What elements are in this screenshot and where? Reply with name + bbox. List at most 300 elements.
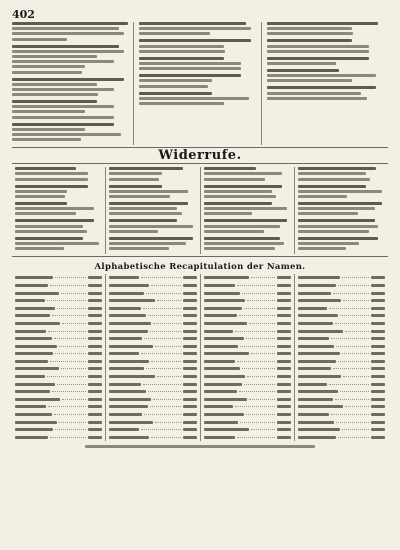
index-row [298, 373, 385, 381]
index-row [298, 380, 385, 388]
revocation-column [12, 167, 105, 254]
index-row [109, 297, 196, 305]
leader-dots [342, 277, 369, 278]
index-row [109, 350, 196, 358]
text-line [12, 116, 114, 119]
index-row [109, 396, 196, 404]
index-row [298, 418, 385, 426]
index-row [15, 380, 102, 388]
index-name [109, 330, 147, 333]
index-number [183, 322, 197, 325]
index-row [109, 418, 196, 426]
index-number [183, 360, 197, 363]
index-row [15, 350, 102, 358]
index-number [183, 390, 197, 393]
text-line [204, 195, 276, 198]
index-row [298, 320, 385, 328]
text-line [204, 219, 288, 222]
index-number [88, 284, 102, 287]
notice-entry [204, 219, 291, 232]
index-number [183, 398, 197, 401]
index-number [371, 367, 385, 370]
index-number [277, 337, 291, 340]
index-name [109, 436, 149, 439]
text-line [139, 22, 246, 25]
index-row [15, 289, 102, 297]
leader-dots [331, 338, 369, 339]
index-row [109, 358, 196, 366]
notice-entry [298, 202, 385, 215]
index-number [88, 352, 102, 355]
notice-entry [267, 39, 388, 52]
index-name [109, 367, 144, 370]
index-row [15, 274, 102, 282]
index-row [204, 418, 291, 426]
index-row [109, 342, 196, 350]
index-row [109, 289, 196, 297]
text-line [139, 45, 224, 48]
text-line [15, 190, 67, 193]
index-name [15, 337, 52, 340]
text-line [204, 190, 272, 193]
text-line [12, 45, 119, 48]
index-name [298, 421, 335, 424]
index-row [298, 434, 385, 442]
notice-entry [139, 22, 260, 35]
text-line [109, 185, 161, 188]
index-row [204, 358, 291, 366]
index-row [109, 434, 196, 442]
index-row [298, 365, 385, 373]
text-line [12, 133, 121, 136]
notice-columns [12, 22, 388, 145]
index-name [15, 398, 60, 401]
index-row [298, 297, 385, 305]
index-name [204, 345, 239, 348]
text-line [204, 172, 283, 175]
text-line [267, 92, 362, 95]
index-number [277, 284, 291, 287]
leader-dots [141, 353, 181, 354]
index-number [183, 436, 197, 439]
index-column [200, 274, 294, 441]
revocations-heading: Widerrufe. [158, 148, 242, 164]
text-line [298, 178, 370, 181]
leader-dots [144, 414, 180, 415]
index-number [88, 299, 102, 302]
leader-dots [57, 384, 86, 385]
index-row [204, 411, 291, 419]
index-number [88, 390, 102, 393]
leader-dots [335, 323, 369, 324]
text-line [15, 242, 99, 245]
text-line [267, 57, 369, 60]
index-number [371, 421, 385, 424]
notice-entry [204, 167, 291, 180]
index-row [204, 289, 291, 297]
index-name [204, 428, 249, 431]
index-number [371, 405, 385, 408]
index-row [15, 297, 102, 305]
notice-entry [139, 74, 260, 87]
text-line [139, 57, 224, 60]
text-line [12, 32, 124, 35]
text-line [12, 138, 81, 141]
index-name [298, 352, 340, 355]
index-number [277, 360, 291, 363]
index-name [204, 276, 249, 279]
revocation-column [105, 167, 199, 254]
index-row [109, 312, 196, 320]
text-line [12, 128, 85, 131]
text-line [15, 195, 65, 198]
leader-dots [48, 331, 86, 332]
leader-dots [151, 437, 180, 438]
index-name [204, 421, 239, 424]
index-name [109, 292, 144, 295]
index-name [298, 360, 336, 363]
text-line [139, 92, 212, 95]
text-line [12, 38, 67, 41]
leader-dots [59, 346, 86, 347]
text-line [298, 172, 366, 175]
text-line [298, 237, 378, 240]
index-number [371, 330, 385, 333]
text-line [15, 230, 87, 233]
leader-dots [143, 308, 181, 309]
text-line [204, 230, 264, 233]
text-line [298, 190, 382, 193]
index-number [88, 405, 102, 408]
text-line [139, 62, 241, 65]
index-number [88, 330, 102, 333]
index-name [15, 314, 50, 317]
index-row [15, 411, 102, 419]
leader-dots [237, 285, 275, 286]
text-line [109, 178, 159, 181]
leader-dots [54, 338, 87, 339]
leader-dots [329, 384, 369, 385]
index-row [204, 350, 291, 358]
index-number [183, 284, 197, 287]
leader-dots [235, 406, 275, 407]
index-name [204, 383, 242, 386]
index-number [88, 398, 102, 401]
leader-dots [336, 346, 369, 347]
index-number [88, 360, 102, 363]
index-number [277, 352, 291, 355]
text-line [267, 69, 340, 72]
notice-entry [109, 237, 196, 250]
notice-entry [12, 45, 133, 74]
text-line [267, 79, 352, 82]
notice-entry [139, 57, 260, 70]
notice-entry [12, 100, 133, 119]
revocation-columns [12, 167, 388, 254]
text-line [109, 202, 188, 205]
leader-dots [343, 376, 369, 377]
index-name [204, 436, 235, 439]
text-line [298, 195, 347, 198]
index-row [298, 350, 385, 358]
leader-dots [235, 331, 275, 332]
text-line [15, 202, 67, 205]
notice-entry [15, 185, 102, 198]
leader-dots [247, 376, 274, 377]
leader-dots [246, 414, 275, 415]
leader-dots [54, 414, 87, 415]
index-name [15, 360, 48, 363]
text-line [204, 225, 281, 228]
index-row [298, 327, 385, 335]
leader-dots [335, 399, 369, 400]
index-row [204, 304, 291, 312]
index-row [109, 282, 196, 290]
index-row [204, 373, 291, 381]
text-line [15, 219, 94, 222]
leader-dots [146, 368, 180, 369]
page-number: 402 [12, 8, 35, 21]
leader-dots [240, 422, 274, 423]
text-line [109, 237, 193, 240]
text-line [109, 195, 170, 198]
leader-dots [48, 406, 86, 407]
index-number [183, 405, 197, 408]
index-name [298, 292, 331, 295]
notice-entry [204, 237, 291, 250]
leader-dots [247, 300, 274, 301]
text-line [12, 78, 124, 81]
index-name [109, 383, 140, 386]
notice-entry [15, 167, 102, 180]
index-row [204, 320, 291, 328]
index-number [183, 375, 197, 378]
text-line [298, 185, 366, 188]
index-row [298, 396, 385, 404]
index-row [298, 426, 385, 434]
notice-entry [139, 92, 260, 105]
index-number [88, 322, 102, 325]
index-row [109, 380, 196, 388]
index-name [298, 428, 340, 431]
index-number [88, 276, 102, 279]
leader-dots [345, 331, 369, 332]
index-number [371, 292, 385, 295]
leader-dots [50, 361, 86, 362]
index-name [15, 276, 53, 279]
index-row [15, 282, 102, 290]
leader-dots [240, 346, 274, 347]
index-row [204, 403, 291, 411]
leader-dots [141, 429, 181, 430]
index-row [204, 342, 291, 350]
text-line [267, 22, 379, 25]
index-number [183, 367, 197, 370]
index-row [15, 426, 102, 434]
index-name [109, 428, 139, 431]
index-number [183, 330, 197, 333]
text-line [298, 242, 359, 245]
index-name [109, 276, 139, 279]
index-number [277, 276, 291, 279]
index-name [298, 436, 336, 439]
text-line [12, 55, 97, 58]
text-line [139, 85, 208, 88]
index-name [204, 413, 244, 416]
index-name [15, 413, 52, 416]
text-line [15, 247, 64, 250]
text-line [267, 97, 368, 100]
index-number [371, 284, 385, 287]
notice-entry [267, 22, 388, 35]
index-number [88, 367, 102, 370]
index-column [294, 274, 388, 441]
index-name [15, 322, 60, 325]
index-number [88, 375, 102, 378]
index-number [371, 299, 385, 302]
index-row [204, 335, 291, 343]
index-number [277, 398, 291, 401]
leader-dots [342, 353, 369, 354]
index-name [15, 390, 50, 393]
text-line [204, 242, 284, 245]
notice-entry [298, 185, 385, 198]
notice-entry [267, 86, 388, 99]
leader-dots [345, 406, 369, 407]
index-number [183, 292, 197, 295]
leader-dots [55, 353, 86, 354]
text-line [204, 167, 256, 170]
index-name [204, 330, 234, 333]
index-number [371, 375, 385, 378]
index-name [109, 398, 151, 401]
index-name [204, 398, 248, 401]
text-line [267, 27, 352, 30]
text-line [12, 60, 114, 63]
index-row [109, 426, 196, 434]
leader-dots [47, 376, 87, 377]
text-line [139, 32, 209, 35]
notice-entry [12, 22, 133, 41]
leader-dots [59, 422, 86, 423]
index-row [298, 388, 385, 396]
index-column [12, 274, 105, 441]
notice-entry [15, 237, 102, 250]
index-number [277, 428, 291, 431]
index-row [109, 388, 196, 396]
index-number [277, 383, 291, 386]
index-name [298, 307, 328, 310]
index-name [298, 314, 338, 317]
leader-dots [343, 300, 369, 301]
index-number [371, 337, 385, 340]
index-number [371, 322, 385, 325]
text-line [12, 110, 85, 113]
text-line [204, 207, 288, 210]
leader-dots [61, 368, 87, 369]
text-line [204, 237, 281, 240]
leader-dots [157, 300, 181, 301]
text-line [298, 167, 377, 170]
index-number [88, 345, 102, 348]
index-name [109, 405, 147, 408]
text-line [267, 45, 369, 48]
leader-dots [237, 361, 275, 362]
index-name [15, 421, 57, 424]
notice-column [261, 22, 388, 145]
leader-dots [150, 406, 181, 407]
leader-dots [333, 368, 369, 369]
index-row [15, 373, 102, 381]
leader-dots [50, 437, 86, 438]
leader-dots [340, 315, 369, 316]
index-row [204, 274, 291, 282]
imprint-line [85, 445, 315, 448]
text-line [139, 102, 224, 105]
index-name [204, 299, 246, 302]
text-line [298, 212, 358, 215]
index-number [88, 292, 102, 295]
index-number [371, 314, 385, 317]
text-line [12, 123, 114, 126]
index-number [371, 390, 385, 393]
index-name [298, 375, 342, 378]
index-row [298, 335, 385, 343]
text-line [12, 22, 128, 25]
text-line [109, 247, 169, 250]
leader-dots [146, 293, 180, 294]
leader-dots [143, 384, 181, 385]
index-row [15, 365, 102, 373]
text-line [12, 88, 114, 91]
leader-dots [242, 293, 275, 294]
index-number [277, 367, 291, 370]
text-line [298, 230, 370, 233]
index-row [298, 282, 385, 290]
index-number [88, 314, 102, 317]
index-name [15, 436, 48, 439]
notice-entry [109, 185, 196, 198]
text-line [109, 167, 182, 170]
leader-dots [338, 285, 369, 286]
name-index [12, 274, 388, 441]
notice-entry [139, 39, 260, 52]
text-line [267, 32, 353, 35]
leader-dots [55, 277, 86, 278]
notice-entry [12, 78, 133, 97]
index-name [109, 352, 139, 355]
leader-dots [237, 437, 275, 438]
index-row [204, 282, 291, 290]
index-number [88, 383, 102, 386]
index-number [183, 345, 197, 348]
notice-column [12, 22, 133, 145]
index-number [88, 428, 102, 431]
index-row [109, 320, 196, 328]
index-number [277, 307, 291, 310]
leader-dots [239, 391, 275, 392]
leader-dots [144, 338, 180, 339]
notice-entry [12, 123, 133, 142]
index-name [15, 352, 53, 355]
index-row [109, 365, 196, 373]
index-name [109, 345, 153, 348]
index-name [298, 390, 338, 393]
notice-entry [204, 202, 291, 215]
index-number [183, 352, 197, 355]
leader-dots [244, 384, 275, 385]
index-name [109, 314, 146, 317]
